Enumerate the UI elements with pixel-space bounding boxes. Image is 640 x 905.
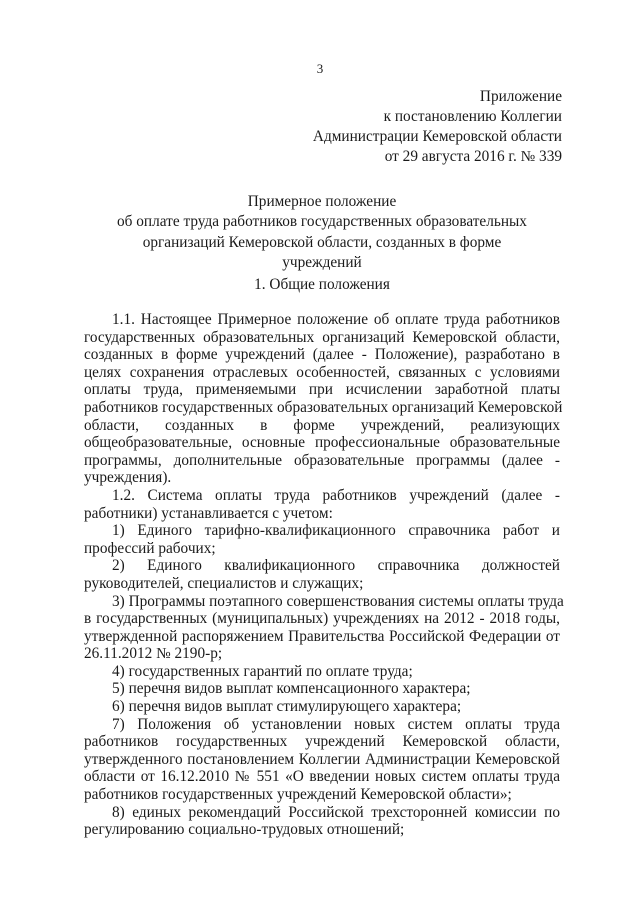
- text-line: 1.1. Настоящее Примерное положение об оплате труда работников: [112, 311, 560, 328]
- approval-line: Приложение: [479, 88, 562, 105]
- text-line: 2) Единого квалификационного справочника должностей: [112, 557, 560, 575]
- text-line: государственных образовательных организаций Кемеровской области,: [84, 328, 560, 346]
- text-line: учреждения).: [84, 469, 172, 487]
- text-line: оплаты труда, применяемыми при исчислении заработной платы: [84, 381, 560, 399]
- text-line: 1) Единого тарифно-квалификационного справочника работ и: [112, 522, 560, 540]
- text-line: 8) единых рекомендаций Российской трехсторонней комиссии по: [112, 803, 560, 821]
- approval-line: от 29 августа 2016 г. № 339: [384, 148, 562, 165]
- text-line: 1.2. Система оплаты труда работников учреждений (далее -: [112, 486, 560, 504]
- body-text: [84, 311, 564, 839]
- text-line: общеобразовательные, основные профессиональные образовательные: [84, 434, 560, 452]
- text-line: в государственных (муниципальных) учреждениях на 2012 - 2018 годы,: [84, 610, 560, 628]
- text-line: регулированию социально-трудовых отношений;: [84, 821, 405, 839]
- text-line: 4) государственных гарантий по оплате труда;: [112, 662, 413, 680]
- text-line: утвержденной распоряжением Правительства Российской Федерации от: [84, 627, 560, 645]
- text-line: руководителей, специалистов и служащих;: [84, 574, 364, 592]
- text-line: области, созданных в форме учреждений, реализующих: [84, 416, 560, 434]
- approval-line: Администрации Кемеровской области: [312, 128, 562, 145]
- text-line: 26.11.2012 № 2190-р;: [84, 645, 223, 663]
- title-line: организаций Кемеровской области, созданных в форме: [142, 233, 502, 251]
- text-line: 7) Положения об установлении новых систем оплаты труда: [112, 715, 560, 733]
- text-line: профессий рабочих;: [84, 539, 216, 557]
- text-line: созданных в форме учреждений (далее - Положение), разработано в: [84, 346, 560, 364]
- page-number: 3: [316, 61, 324, 76]
- approval-stamp: [290, 87, 562, 167]
- title-line: учреждений: [282, 254, 362, 272]
- text-line: 3) Программы поэтапного совершенствования системы оплаты труда: [112, 592, 564, 610]
- text-line: программы, дополнительные образовательные программы (далее -: [84, 451, 560, 469]
- text-line: 6) перечня видов выплат стимулирующего характера;: [112, 698, 462, 716]
- approval-line: к постановлению Коллегии: [383, 108, 562, 125]
- text-line: 5) перечня видов выплат компенсационного характера;: [112, 680, 471, 698]
- text-line: утвержденного постановлением Коллегии Администрации Кемеровской: [84, 750, 560, 768]
- text-line: работники) устанавливается с учетом:: [84, 504, 333, 522]
- text-line: работников государственных образовательных организаций Кемеровской: [84, 398, 563, 416]
- text-line: области от 16.12.2010 № 551 «О введении новых систем оплаты труда: [84, 768, 560, 786]
- title-line: Примерное положение: [247, 193, 397, 210]
- section-heading: 1. Общие положения: [254, 276, 390, 293]
- document-title: [84, 192, 560, 274]
- text-line: целях сохранения отраслевых особенностей, связанных с условиями: [84, 363, 560, 381]
- text-line: работников государственных учреждений Кемеровской области,: [84, 733, 560, 751]
- title-line: об оплате труда работников государственных образовательных: [117, 213, 527, 231]
- text-line: работников государственных учреждений Кемеровской области»;: [84, 786, 512, 804]
